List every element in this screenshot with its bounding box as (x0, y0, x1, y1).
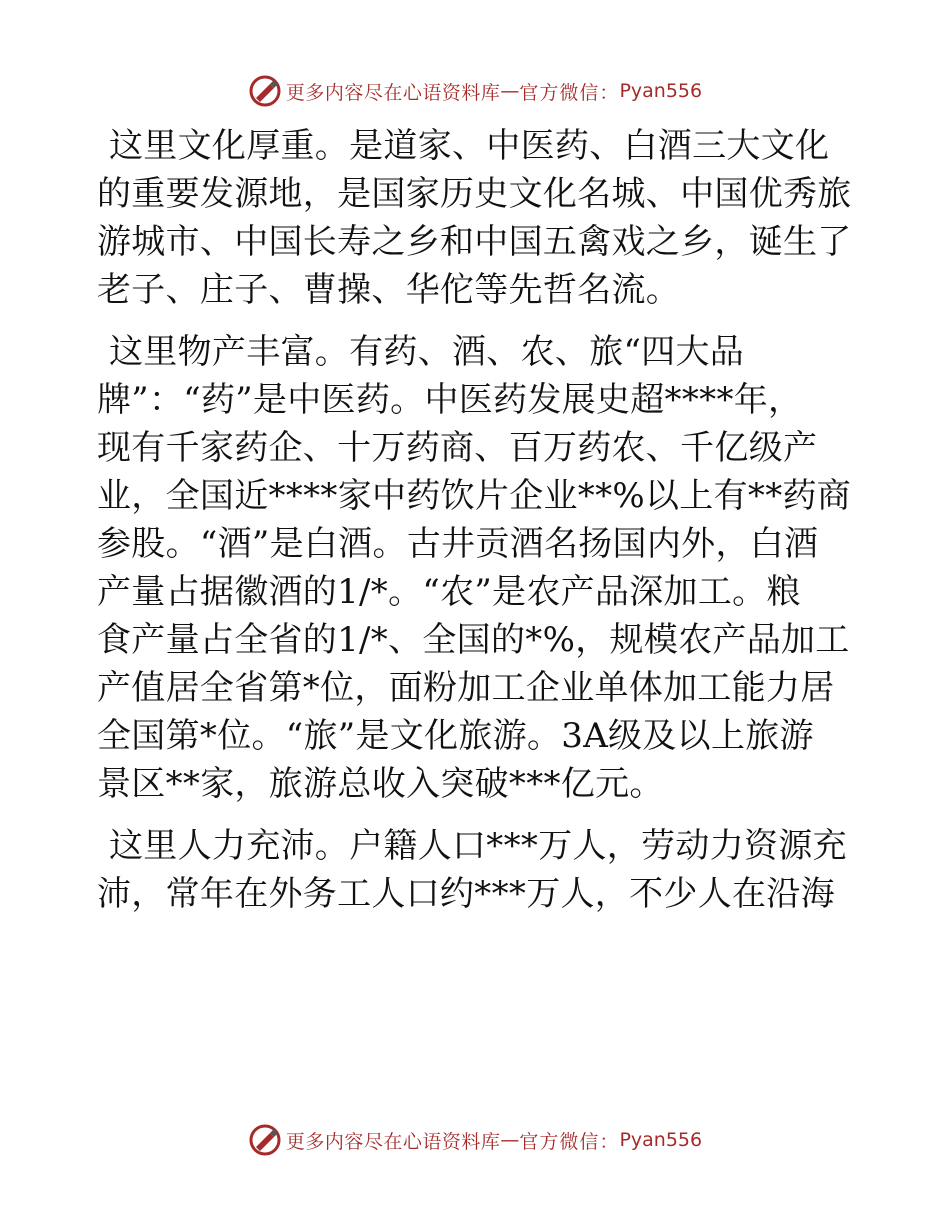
paragraph-products (97, 328, 857, 808)
pen-logo-icon (248, 1123, 282, 1157)
text-line: 现有千家药企、十万药商、百万药农、千亿级产 (97, 428, 818, 468)
banner-wechat-id: Pyan556 (619, 80, 703, 102)
banner-separator: — (500, 80, 520, 102)
header-watermark-banner (0, 71, 950, 111)
text-line: 全国第*位。“旅”是文化旅游。3A级及以上旅游 (97, 716, 814, 756)
text-line: 的重要发源地，是国家历史文化名城、中国优秀旅 (97, 174, 852, 214)
text-line: 这里人力充沛。户籍人口***万人，劳动力资源充 (109, 826, 847, 866)
text-line: 食产量占全省的1/*、全国的*%，规模农产品加工 (97, 620, 850, 660)
banner-main-text: 更多内容尽在心语资料库 (285, 1130, 501, 1153)
text-line: 沛，常年在外务工人口约***万人，不少人在沿海 (97, 874, 835, 914)
text-line: 产量占据徽酒的1/*。“农”是农产品深加工。粮 (97, 572, 801, 612)
text-line: 牌”：“药”是中医药。中医药发展史超****年， (97, 380, 803, 420)
text-line: 产值居全省第*位，面粉加工企业单体加工能力居 (97, 668, 835, 708)
banner-wechat-label: 官方微信： (519, 1130, 620, 1153)
banner-wechat-id: Pyan556 (619, 1129, 703, 1151)
banner-separator: — (500, 1129, 520, 1151)
footer-watermark-banner (0, 1120, 950, 1160)
document-body (97, 122, 857, 932)
text-line: 这里物产丰富。有药、酒、农、旅“四大品 (109, 332, 745, 372)
paragraph-culture (97, 122, 857, 314)
text-line: 景区**家，旅游总收入突破***亿元。 (97, 764, 664, 804)
banner-main-text: 更多内容尽在心语资料库 (285, 81, 501, 104)
text-line: 业，全国近****家中药饮片企业**%以上有**药商 (97, 476, 852, 516)
pen-logo-icon (248, 74, 282, 108)
text-line: 游城市、中国长寿之乡和中国五禽戏之乡，诞生了 (97, 222, 852, 262)
banner-wechat-label: 官方微信： (519, 81, 620, 104)
text-line: 老子、庄子、曹操、华佗等先哲名流。 (97, 270, 681, 310)
text-line: 参股。“酒”是白酒。古井贡酒名扬国内外，白酒 (97, 524, 819, 564)
text-line: 这里文化厚重。是道家、中医药、白酒三大文化 (109, 126, 830, 166)
paragraph-labor (97, 822, 857, 918)
